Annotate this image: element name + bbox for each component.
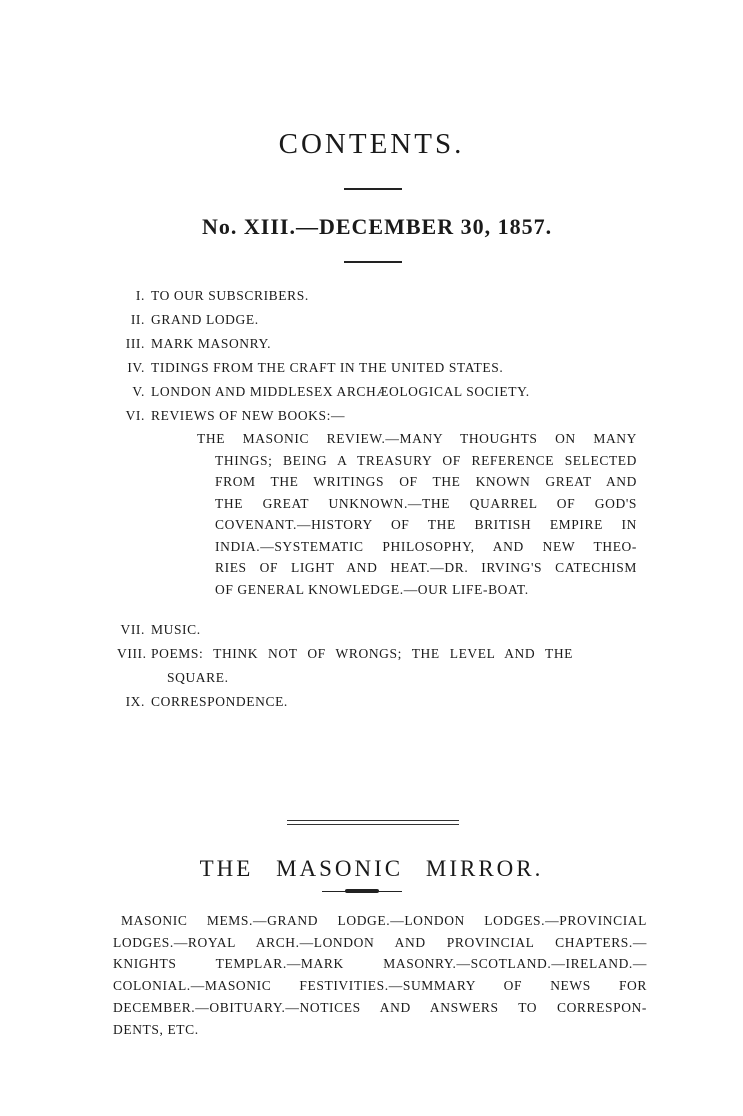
toc-item-text: REVIEWS OF NEW BOOKS:— xyxy=(151,408,346,423)
toc-item-text: GRAND LODGE. xyxy=(151,312,259,327)
toc-item-number: I. xyxy=(135,288,145,303)
toc-item-text: TIDINGS FROM THE CRAFT IN THE UNITED STATES. xyxy=(151,360,504,375)
toc-item-number: V. xyxy=(132,384,145,399)
toc-item-number: IX. xyxy=(125,694,145,709)
toc-item-text: LONDON AND MIDDLESEX ARCHÆOLOGICAL SOCIETY. xyxy=(151,384,530,399)
toc-item-2 xyxy=(117,312,259,328)
reviews-line: OF GENERAL KNOWLEDGE.—OUR LIFE-BOAT. xyxy=(215,581,529,597)
reviews-sublist xyxy=(197,428,637,600)
toc-item-8 xyxy=(117,646,641,662)
mirror-line: DENTS, ETC. xyxy=(113,1021,199,1037)
reviews-line: INDIA.—SYSTEMATIC PHILOSOPHY, AND NEW THEO- xyxy=(215,538,637,554)
toc-item-4 xyxy=(117,360,503,376)
reviews-line: FROM THE WRITINGS OF THE KNOWN GREAT AND xyxy=(215,474,637,489)
mirror-line: MASONIC MEMS.—GRAND LODGE.—LONDON LODGES.—PROVINCIAL xyxy=(121,913,647,928)
toc-item-number: VII. xyxy=(120,622,145,637)
section-divider xyxy=(287,820,459,825)
reviews-line: THE MASONIC REVIEW.—MANY THOUGHTS ON MANY xyxy=(197,431,637,446)
toc-item-1 xyxy=(117,288,309,304)
toc-item-number: III. xyxy=(125,336,145,351)
title-rule xyxy=(344,188,402,190)
toc-item-text: MUSIC. xyxy=(151,622,201,637)
toc-item-6 xyxy=(117,408,345,424)
reviews-line: RIES OF LIGHT AND HEAT.—DR. IRVING'S CATECHISM xyxy=(215,560,637,575)
poems-continuation: SQUARE. xyxy=(167,670,229,685)
mirror-title: THE MASONIC MIRROR. xyxy=(199,856,544,881)
toc-item-number: IV. xyxy=(127,360,145,375)
mirror-rule-ornament xyxy=(345,889,379,893)
toc-item-number: VI. xyxy=(125,408,145,423)
toc-item-text: MARK MASONRY. xyxy=(151,336,272,351)
toc-item-text: POEMS: THINK NOT OF WRONGS; THE LEVEL AND THE xyxy=(151,646,574,661)
toc-item-number: VIII. xyxy=(117,646,147,661)
toc-item-5 xyxy=(117,384,530,400)
toc-item-text: TO OUR SUBSCRIBERS. xyxy=(151,288,309,303)
mirror-line: KNIGHTS TEMPLAR.—MARK MASONRY.—SCOTLAND.—IRELAND.— xyxy=(113,956,647,972)
mirror-summary xyxy=(113,910,647,1040)
toc-item-number: II. xyxy=(130,312,145,327)
toc-item-text: CORRESPONDENCE. xyxy=(151,694,288,709)
toc-item-3 xyxy=(117,336,271,352)
issue-heading: No. XIII.—DECEMBER 30, 1857. xyxy=(202,214,553,239)
mirror-line: COLONIAL.—MASONIC FESTIVITIES.—SUMMARY OF NEWS FOR xyxy=(113,978,647,994)
reviews-line: COVENANT.—HISTORY OF THE BRITISH EMPIRE IN xyxy=(215,517,637,532)
contents-title: CONTENTS. xyxy=(278,128,465,160)
reviews-line: THE GREAT UNKNOWN.—THE QUARREL OF GOD'S xyxy=(215,495,637,511)
reviews-line: THINGS; BEING A TREASURY OF REFERENCE SELECTED xyxy=(215,452,637,468)
toc-item-9 xyxy=(117,694,288,710)
mirror-line: LODGES.—ROYAL ARCH.—LONDON AND PROVINCIAL CHAPTERS.— xyxy=(113,934,647,950)
issue-rule xyxy=(344,261,402,263)
mirror-line: DECEMBER.—OBITUARY.—NOTICES AND ANSWERS TO CORRESPON- xyxy=(113,999,647,1015)
toc-item-7 xyxy=(117,622,201,638)
